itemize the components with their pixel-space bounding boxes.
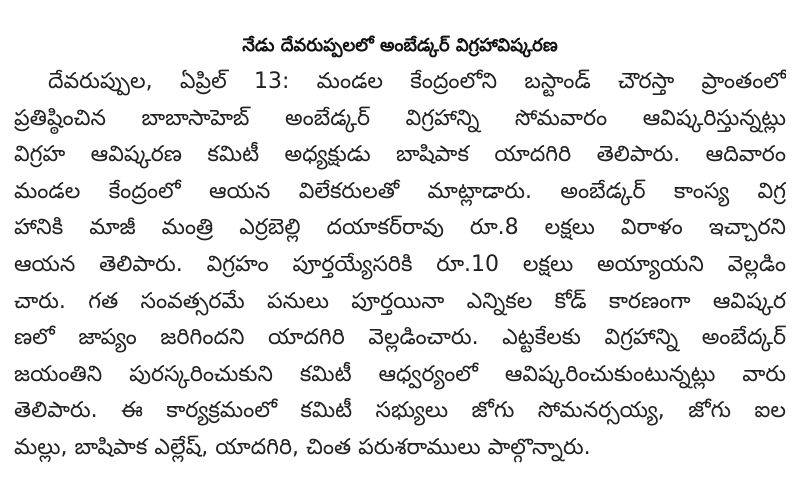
body-line: విగ్రహ ఆవిష్కరణ కమిటీ అధ్యక్షుడు బాషిపాక యాదగిరి తెలిపారు. ఆదివారం	[14, 142, 786, 168]
body-line: చారు. గత సంవత్సరమే పనులు పూర్తయినా ఎన్నికల కోడ్ కారణంగా ఆవిష్కర	[14, 288, 786, 314]
body-line: హానికి మాజీ మంత్రి ఎర్రబెల్లి దయాకర్‌రావు రూ.8 లక్షలు విరాళం ఇచ్చారని	[14, 215, 786, 241]
body-line: ఆయన తెలిపారు. విగ్రహం పూర్తయ్యేసరికి రూ.10 లక్షలు అయ్యాయని వెల్లడిం	[14, 251, 786, 277]
body-line: జయంతిని పురస్కరించుకుని కమిటీ ఆధ్వర్యంలో ఆవిష్కరించుకుంటున్నట్లు వారు	[14, 361, 786, 387]
article-body	[14, 64, 786, 467]
body-line: మల్లు, బాషిపాక ఎల్లేష్, యాదగిరి, చింత పరుశరాములు పాల్గొన్నారు.	[14, 434, 591, 460]
article-headline: నేడు దేవరుప్పలలో అంబేడ్కర్ విగ్రహావిష్కరణ	[242, 35, 558, 57]
body-line: ణలో జాప్యం జరిగిందని యాదగిరి వెల్లడించారు. ఎట్టకేలకు విగ్రహాన్ని అంబేద్కర్	[14, 325, 786, 351]
body-line: దేవరుప్పుల, ఏప్రిల్ 13: మండల కేంద్రంలోని బస్టాండ్ చౌరస్తా ప్రాంతంలో	[48, 69, 786, 94]
body-line: తెలిపారు. ఈ కార్యక్రమంలో కమిటీ సభ్యులు జోగు సోమనర్సయ్య, జోగు ఐల	[14, 398, 786, 424]
body-line: ప్రతిష్ఠించిన బాబాసాహెబ్ అంబేడ్కర్ విగ్రహాన్ని సోమవారం ఆవిష్కరిస్తున్నట్లు	[14, 105, 786, 131]
body-line: మండల కేంద్రంలో ఆయన విలేకరులతో మాట్లాడారు. అంబేడ్కర్ కాంస్య విగ్ర	[14, 178, 786, 204]
